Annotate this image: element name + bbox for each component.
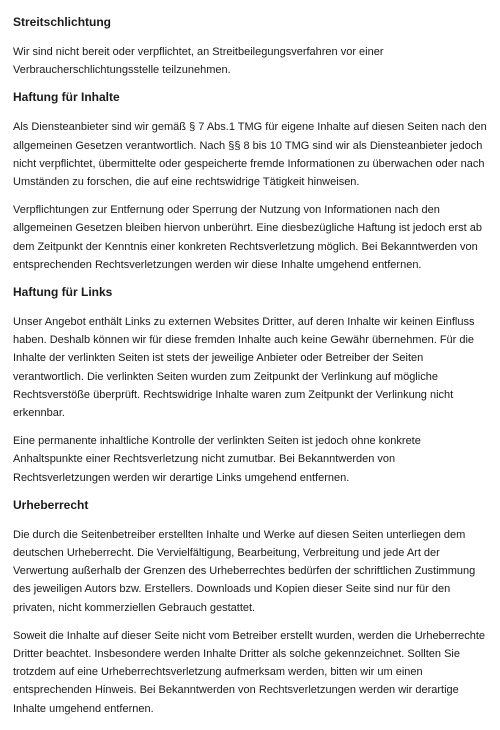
section-paragraph: Als Diensteanbieter sind wir gemäß § 7 Abs.1 TMG für eigene Inhalte auf diesen Seiten nach den allgemeinen Gesetzen verantwortlich. Nach §§ 8 bis 10 TMG sind wir als Diensteanbieter jedoch nicht verpflichtet, übermittelte oder gespeicherte fremde Informationen zu überwachen oder nach Umständen zu forschen, die auf eine rechtswidrige Tätigkeit hinweisen. <box>13 121 487 189</box>
section-paragraph: Unser Angebot enthält Links zu externen Websites Dritter, auf deren Inhalte wir keinen Einfluss haben. Deshalb können wir für diese fremden Inhalte auch keine Gewähr übernehmen. Für die Inhalte der verlinkten Seiten ist stets der jeweilige Anbieter oder Betreiber der Seiten verantwortlich. Die verlinkten Seiten wurden zum Zeitpunkt der Verlinkung auf mögliche Rechtsverstöße überprüft. Rechtswidrige Inhalte waren zum Zeitpunkt der Verlinkung nicht erkennbar. <box>13 316 475 420</box>
section-heading: Urheberrecht <box>13 497 89 512</box>
section-haftung-links <box>13 284 488 487</box>
section-paragraph: Verpflichtungen zur Entfernung oder Sperrung der Nutzung von Informationen nach den allgemeinen Gesetzen bleiben hiervon unberührt. Eine diesbezügliche Haftung ist jedoch erst ab dem Zeitpunkt der Kenntnis einer konkreten Rechtsverletzung möglich. Bei Bekanntwerden von entsprechenden Rechtsverletzungen werden wir diese Inhalte umgehend entfernen. <box>13 204 483 271</box>
section-paragraph: Eine permanente inhaltliche Kontrolle der verlinkten Seiten ist jedoch ohne konkrete Anhaltspunkte einer Rechtsverletzung nicht zumutbar. Bei Bekanntwerden von Rechtsverletzungen werden wir derartige Links umgehend entfernen. <box>13 435 421 484</box>
section-heading: Haftung für Links <box>13 285 113 300</box>
section-haftung-inhalte <box>13 89 488 274</box>
section-heading: Haftung für Inhalte <box>13 90 120 105</box>
section-urheberrecht <box>13 497 488 718</box>
section-heading: Streitschlichtung <box>13 15 112 29</box>
section-paragraph: Soweit die Inhalte auf dieser Seite nicht vom Betreiber erstellt wurden, werden die Urheberrechte Dritter beachtet. Insbesondere werden Inhalte Dritter als solche gekennzeichnet. Sollten Sie trotzdem auf eine Urheberrechtsverletzung aufmerksam werden, bitten wir um einen entsprechenden Hinweis. Bei Bekanntwerden von Rechtsverletzungen werden wir derartige Inhalte umgehend entfernen. <box>13 629 486 715</box>
section-paragraph: Wir sind nicht bereit oder verpflichtet, an Streitbeilegungsverfahren vor einer Verbraucherschlichtungsstelle teilzunehmen. <box>13 46 384 77</box>
section-paragraph: Die durch die Seitenbetreiber erstellten Inhalte und Werke auf diesen Seiten unterliegen dem deutschen Urheberrecht. Die Vervielfältigung, Bearbeitung, Verbreitung und jede Art der Verwertung außerhalb der Grenzen des Urheberrechtes bedürfen der schriftlichen Zustimmung des jeweiligen Autors bzw. Erstellers. Downloads und Kopien dieser Seite sind nur für den privaten, nicht kommerziellen Gebrauch gestattet. <box>13 528 476 614</box>
section-streitschlichtung <box>13 14 488 79</box>
